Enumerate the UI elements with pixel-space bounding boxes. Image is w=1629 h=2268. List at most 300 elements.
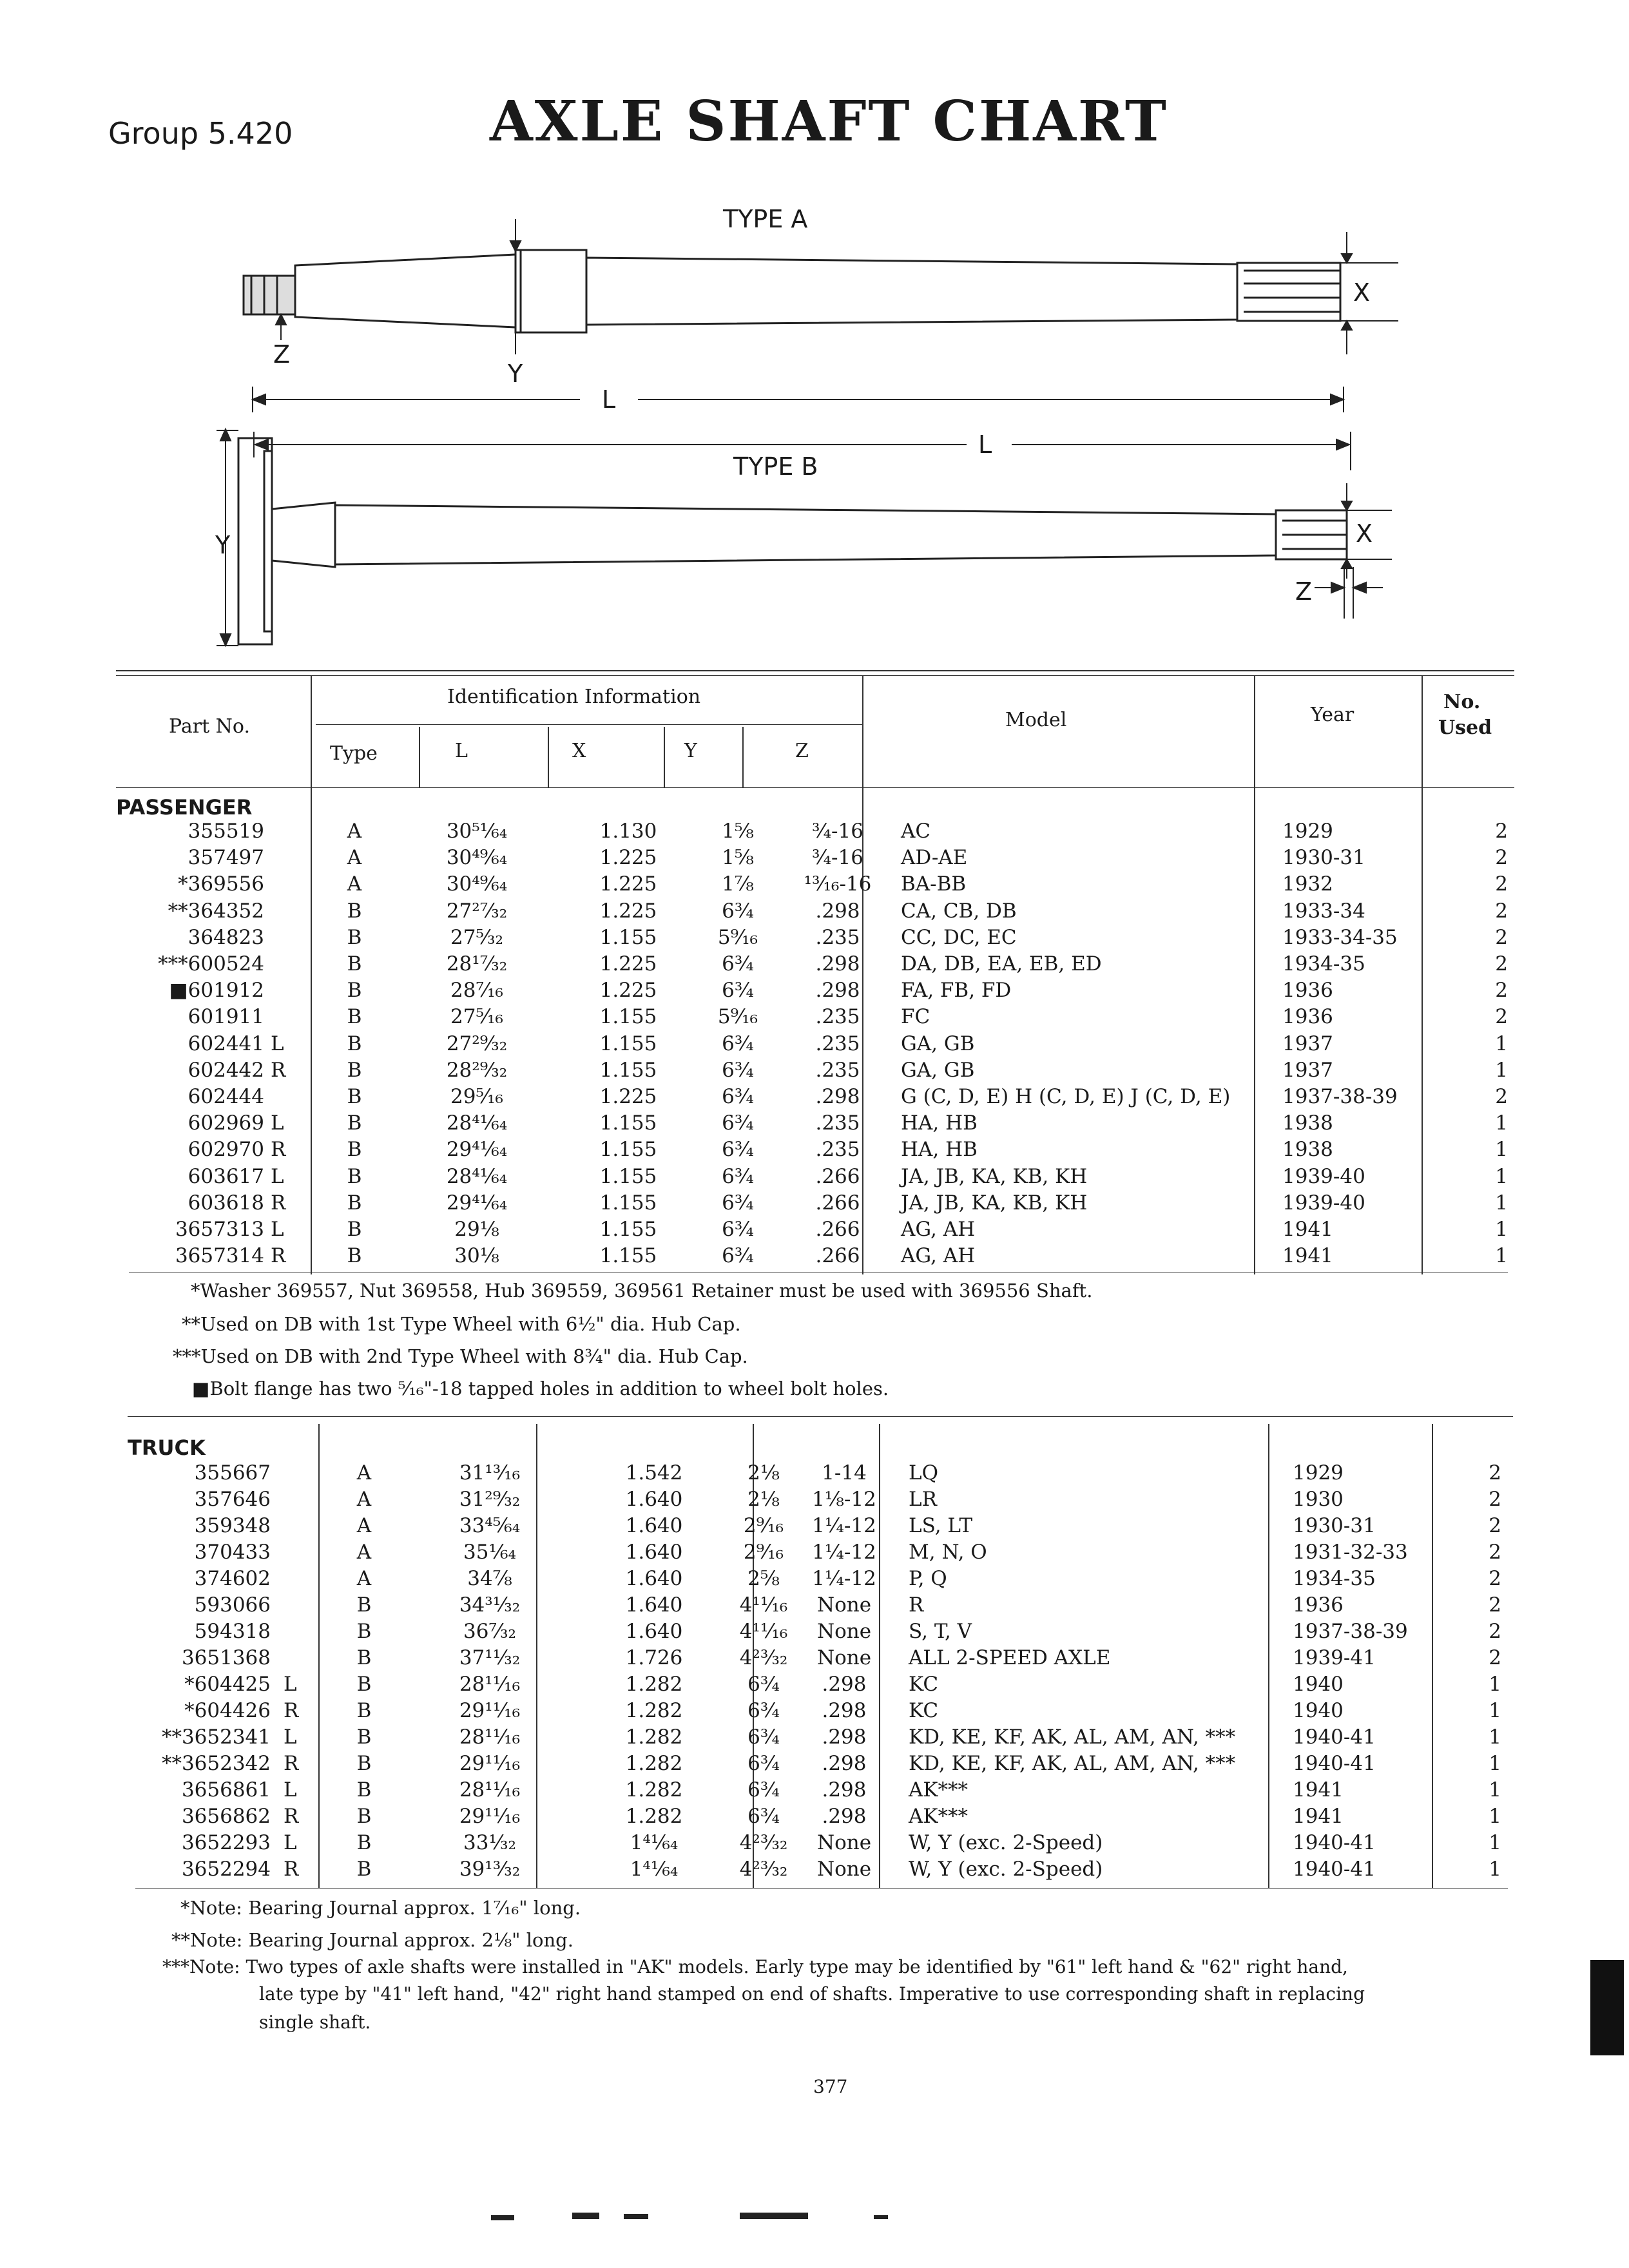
cell-used: 1 [1489, 1831, 1501, 1854]
cell-x: 1.640 [625, 1620, 683, 1643]
cell-l: 31²⁹⁄₃₂ [459, 1488, 521, 1511]
cell-used: 2 [1495, 925, 1508, 949]
page-edge-tab [1590, 1960, 1624, 2055]
cell-z: .298 [822, 1699, 867, 1722]
cell-y: 6¾ [722, 1244, 754, 1268]
cell-y: 6¾ [747, 1805, 780, 1828]
cell-year: 1940-41 [1293, 1752, 1376, 1775]
cell-model: KC [909, 1673, 939, 1696]
cell-side: L [271, 1218, 284, 1241]
cell-l: 34⅞ [467, 1567, 512, 1590]
cell-type: A [356, 1488, 372, 1511]
cell-y: 6¾ [747, 1725, 780, 1749]
cell-z: .298 [822, 1778, 867, 1802]
cell-year: 1930 [1293, 1488, 1344, 1511]
cell-x: 1.155 [599, 1032, 657, 1055]
cell-z: 1¼-12 [812, 1514, 876, 1537]
cell-y: 6¾ [747, 1699, 780, 1722]
cell-l: 27²⁹⁄₃₂ [446, 1032, 508, 1055]
dim-z-type-a: Z [273, 340, 291, 369]
cell-part: *604426 [184, 1699, 271, 1722]
cell-year: 1929 [1293, 1461, 1344, 1485]
cell-l: 29⁴¹⁄₆₄ [446, 1138, 508, 1162]
cell-model: JA, JB, KA, KB, KH [901, 1191, 1088, 1215]
cell-year: 1933-34-35 [1282, 925, 1398, 949]
cell-x: 1.155 [599, 1111, 657, 1135]
cell-l: 29¹¹⁄₁₆ [459, 1752, 521, 1775]
cell-l: 29⁵⁄₁₆ [450, 1085, 503, 1108]
cell-y: 4¹¹⁄₁₆ [739, 1593, 788, 1617]
table-row [129, 1805, 1521, 1831]
cell-used: 1 [1495, 1058, 1508, 1082]
cell-x: 1.282 [625, 1778, 683, 1802]
cell-used: 2 [1495, 952, 1508, 975]
cell-year: 1930-31 [1293, 1514, 1376, 1537]
cell-l: 28⁷⁄₁₆ [450, 979, 503, 1003]
cell-side: R [271, 1191, 286, 1215]
cell-model: AG, AH [901, 1244, 976, 1268]
table-row [129, 1646, 1521, 1673]
cell-z: .235 [815, 1032, 860, 1055]
cell-y: 6¾ [722, 1032, 754, 1055]
cell-part: 364823 [188, 925, 264, 949]
cell-x: 1.225 [599, 1085, 657, 1108]
cell-used: 1 [1489, 1699, 1501, 1722]
cell-x: 1.282 [625, 1752, 683, 1775]
cell-l: 33¹⁄₃₂ [463, 1831, 516, 1854]
cell-year: 1941 [1293, 1778, 1344, 1802]
cell-x: 1.155 [599, 1005, 657, 1029]
table-row [116, 1191, 1508, 1218]
cell-year: 1938 [1282, 1138, 1333, 1162]
cell-side: L [284, 1673, 297, 1696]
cell-z: ¹³⁄₁₆-16 [804, 872, 872, 896]
cell-x: 1.640 [625, 1488, 683, 1511]
passenger-note: ■Bolt flange has two ⁵⁄₁₆"-18 tapped holes in addition to wheel bolt holes. [192, 1378, 889, 1399]
cell-model: CC, DC, EC [901, 925, 1017, 949]
table-row [129, 1858, 1521, 1884]
cell-part: ■601912 [169, 979, 264, 1003]
cell-model: FC [901, 1005, 930, 1029]
cell-model: AK*** [909, 1805, 969, 1828]
cell-type: B [347, 1164, 362, 1188]
cell-x: 1.726 [625, 1646, 683, 1669]
cell-model: AK*** [909, 1778, 969, 1802]
cell-side: R [284, 1858, 299, 1881]
cell-part: 601911 [188, 1005, 264, 1029]
cell-used: 2 [1489, 1461, 1501, 1485]
cell-type: B [356, 1699, 372, 1722]
cell-y: 6¾ [747, 1752, 780, 1775]
cell-x: 1.225 [599, 899, 657, 923]
col-z: Z [795, 740, 809, 762]
cell-model: LQ [909, 1461, 939, 1485]
cell-model: G (C, D, E) H (C, D, E) J (C, D, E) [901, 1085, 1231, 1108]
cell-side: L [271, 1164, 284, 1188]
cell-x: 1.640 [625, 1541, 683, 1564]
cell-y: 2⁹⁄₁₆ [743, 1514, 784, 1537]
cell-part: **364352 [168, 899, 264, 923]
section-truck: TRUCK [128, 1436, 206, 1460]
cell-used: 2 [1495, 872, 1508, 896]
cell-used: 1 [1495, 1218, 1508, 1241]
table-row [116, 926, 1508, 952]
cell-x: 1.225 [599, 846, 657, 870]
cell-y: 6¾ [722, 952, 754, 975]
cell-x: 1.542 [625, 1461, 683, 1485]
cell-side: L [271, 1032, 284, 1055]
cell-l: 27⁵⁄₁₆ [450, 1005, 503, 1029]
bottom-marks [0, 2204, 1629, 2242]
cell-year: 1936 [1293, 1593, 1344, 1617]
cell-part: 603617 [188, 1164, 264, 1188]
table-row [116, 872, 1508, 899]
cell-l: 27⁵⁄₃₂ [450, 925, 503, 949]
table-row [129, 1673, 1521, 1699]
dim-z-type-b: Z [1295, 577, 1313, 606]
cell-x: 1.225 [599, 872, 657, 896]
cell-type: B [356, 1646, 372, 1669]
section-passenger: PASSENGER [116, 795, 253, 820]
cell-used: 2 [1495, 899, 1508, 923]
cell-used: 1 [1489, 1778, 1501, 1802]
cell-x: 1.130 [599, 820, 657, 843]
cell-x: 1.155 [599, 925, 657, 949]
cell-z: .298 [822, 1725, 867, 1749]
cell-l: 34³¹⁄₃₂ [459, 1593, 521, 1617]
cell-part: 3656861 [181, 1778, 271, 1802]
cell-model: M, N, O [909, 1541, 987, 1564]
table-row [129, 1541, 1521, 1567]
cell-y: 6¾ [747, 1778, 780, 1802]
cell-used: 1 [1489, 1858, 1501, 1881]
table-row [129, 1699, 1521, 1725]
cell-y: 4¹¹⁄₁₆ [739, 1620, 788, 1643]
cell-l: 30⁴⁹⁄₆₄ [446, 846, 508, 870]
table-row [129, 1831, 1521, 1858]
cell-year: 1937 [1282, 1058, 1333, 1082]
dim-y-type-b: Y [215, 531, 231, 559]
table-row [116, 1005, 1508, 1032]
cell-type: B [347, 979, 362, 1003]
cell-x: 1.282 [625, 1725, 683, 1749]
col-divider [419, 727, 420, 787]
cell-part: 603618 [188, 1191, 264, 1215]
table-row [116, 1085, 1508, 1111]
cell-l: 28¹¹⁄₁₆ [459, 1673, 521, 1696]
cell-y: 6¾ [722, 1111, 754, 1135]
col-divider [548, 727, 549, 787]
cell-y: 2⅛ [747, 1461, 780, 1485]
cell-model: DA, DB, EA, EB, ED [901, 952, 1102, 975]
cell-model: P, Q [909, 1567, 947, 1590]
truck-note: single shaft. [259, 2012, 371, 2033]
cell-type: A [347, 820, 362, 843]
cell-model: R [909, 1593, 924, 1617]
type-a-label: TYPE A [723, 205, 808, 233]
type-b-label: TYPE B [733, 452, 818, 481]
cell-y: 6¾ [722, 1218, 754, 1241]
cell-type: B [347, 1058, 362, 1082]
cell-type: B [347, 1085, 362, 1108]
cell-used: 1 [1489, 1752, 1501, 1775]
cell-type: B [356, 1673, 372, 1696]
cell-used: 1 [1489, 1805, 1501, 1828]
col-type: Type [330, 742, 378, 765]
cell-model: KC [909, 1699, 939, 1722]
cell-year: 1937-38-39 [1282, 1085, 1398, 1108]
table-top-rule [116, 670, 1514, 671]
cell-side: R [271, 1138, 286, 1162]
cell-y: 6¾ [722, 979, 754, 1003]
cell-x: 1.282 [625, 1673, 683, 1696]
dim-l-type-a: L [602, 385, 616, 414]
header-bottom-rule [116, 787, 1514, 788]
cell-side: L [284, 1725, 297, 1749]
col-model: Model [1005, 709, 1067, 731]
cell-z: .298 [815, 952, 860, 975]
cell-model: HA, HB [901, 1138, 978, 1162]
table-row [116, 952, 1508, 979]
cell-type: B [356, 1752, 372, 1775]
cell-type: B [347, 952, 362, 975]
cell-x: 1.155 [599, 1244, 657, 1268]
cell-l: 36⁷⁄₃₂ [463, 1620, 516, 1643]
cell-used: 2 [1489, 1514, 1501, 1537]
passenger-note: *Washer 369557, Nut 369558, Hub 369559, 369561 Retainer must be used with 369556 Shaft. [191, 1280, 1093, 1302]
cell-z: .298 [822, 1673, 867, 1696]
table-row [129, 1752, 1521, 1778]
col-l: L [455, 740, 468, 762]
cell-l: 30⁵¹⁄₆₄ [446, 820, 508, 843]
cell-model: KD, KE, KF, AK, AL, AM, AN, *** [909, 1725, 1236, 1749]
dim-x-type-b: X [1356, 519, 1373, 548]
col-id-info: Identification Information [447, 686, 701, 708]
cell-side: R [284, 1805, 299, 1828]
cell-used: 1 [1489, 1673, 1501, 1696]
cell-z: .235 [815, 1138, 860, 1162]
cell-part: 357646 [194, 1488, 271, 1511]
cell-model: KD, KE, KF, AK, AL, AM, AN, *** [909, 1752, 1236, 1775]
cell-y: 2⅛ [747, 1488, 780, 1511]
cell-part: *604425 [184, 1673, 271, 1696]
cell-side: R [284, 1699, 299, 1722]
table-row [116, 1244, 1508, 1271]
cell-part: 602969 [188, 1111, 264, 1135]
cell-z: .235 [815, 1005, 860, 1029]
cell-model: S, T, V [909, 1620, 972, 1643]
cell-l: 31¹³⁄₁₆ [459, 1461, 521, 1485]
truck-note: *Note: Bearing Journal approx. 1⁷⁄₁₆" long. [180, 1897, 581, 1919]
cell-part: 359348 [194, 1514, 271, 1537]
cell-year: 1939-40 [1282, 1164, 1365, 1188]
dim-x-type-a: X [1353, 278, 1371, 307]
table-row [129, 1778, 1521, 1805]
truck-note: late type by "41" left hand, "42" right hand stamped on end of shafts. Imperative to use corresponding shaft in replacing [259, 1983, 1365, 2004]
cell-used: 2 [1495, 846, 1508, 870]
cell-part: 3656862 [181, 1805, 271, 1828]
cell-l: 28²⁹⁄₃₂ [446, 1058, 508, 1082]
cell-z: None [816, 1593, 872, 1617]
table-row [129, 1461, 1521, 1488]
cell-y: 5⁹⁄₁₆ [717, 925, 758, 949]
cell-l: 37¹¹⁄₃₂ [459, 1646, 521, 1669]
cell-l: 30⁴⁹⁄₆₄ [446, 872, 508, 896]
cell-z: .298 [815, 899, 860, 923]
passenger-note: **Used on DB with 1st Type Wheel with 6½" dia. Hub Cap. [182, 1313, 741, 1335]
cell-used: 2 [1489, 1488, 1501, 1511]
cell-year: 1941 [1293, 1805, 1344, 1828]
cell-z: .235 [815, 925, 860, 949]
passenger-note: ***Used on DB with 2nd Type Wheel with 8¾" dia. Hub Cap. [173, 1345, 748, 1367]
cell-x: 1.155 [599, 1218, 657, 1241]
cell-used: 2 [1489, 1593, 1501, 1617]
cell-z: None [816, 1831, 872, 1854]
cell-model: CA, CB, DB [901, 899, 1017, 923]
cell-year: 1940 [1293, 1673, 1344, 1696]
axle-shaft-diagram [0, 193, 1629, 657]
cell-z: 1⅛-12 [812, 1488, 876, 1511]
cell-y: 6¾ [747, 1673, 780, 1696]
cell-x: 1.640 [625, 1593, 683, 1617]
cell-model: ALL 2-SPEED AXLE [909, 1646, 1111, 1669]
cell-y: 4²³⁄₃₂ [739, 1858, 788, 1881]
cell-z: .266 [815, 1164, 860, 1188]
cell-year: 1940-41 [1293, 1858, 1376, 1881]
cell-model: LR [909, 1488, 937, 1511]
cell-used: 1 [1495, 1138, 1508, 1162]
cell-type: B [356, 1805, 372, 1828]
cell-y: 6¾ [722, 1085, 754, 1108]
cell-used: 1 [1495, 1032, 1508, 1055]
cell-z: .298 [822, 1805, 867, 1828]
cell-z: ¾-16 [812, 820, 863, 843]
cell-part: **3652342 [161, 1752, 271, 1775]
col-y: Y [684, 740, 697, 762]
cell-year: 1939-41 [1293, 1646, 1376, 1669]
col-year: Year [1311, 704, 1354, 726]
cell-y: 6¾ [722, 1164, 754, 1188]
col-divider [742, 727, 744, 787]
cell-x: 1.282 [625, 1699, 683, 1722]
cell-l: 39¹³⁄₃₂ [459, 1858, 521, 1881]
dim-l-type-b: L [978, 430, 992, 459]
cell-type: B [347, 1111, 362, 1135]
cell-type: B [356, 1593, 372, 1617]
cell-used: 2 [1489, 1541, 1501, 1564]
cell-side: R [271, 1058, 286, 1082]
cell-model: W, Y (exc. 2-Speed) [909, 1858, 1103, 1881]
cell-x: 1.155 [599, 1191, 657, 1215]
cell-type: A [347, 846, 362, 870]
cell-year: 1934-35 [1282, 952, 1365, 975]
cell-year: 1941 [1282, 1218, 1333, 1241]
table-row [116, 1218, 1508, 1244]
cell-year: 1938 [1282, 1111, 1333, 1135]
cell-side: L [284, 1831, 297, 1854]
table-row [116, 1165, 1508, 1191]
cell-z: .266 [815, 1244, 860, 1268]
table-top-rule-2 [116, 675, 1514, 676]
cell-year: 1937-38-39 [1293, 1620, 1408, 1643]
cell-y: 4²³⁄₃₂ [739, 1831, 788, 1854]
cell-y: 1⅝ [722, 846, 754, 870]
cell-l: 29¹¹⁄₁₆ [459, 1699, 521, 1722]
cell-y: 6¾ [722, 1138, 754, 1162]
cell-part: 3652293 [181, 1831, 271, 1854]
cell-l: 35¹⁄₆₄ [463, 1541, 516, 1564]
cell-model: GA, GB [901, 1058, 975, 1082]
cell-l: 28⁴¹⁄₆₄ [446, 1164, 508, 1188]
cell-model: AD-AE [901, 846, 968, 870]
table-row [116, 1138, 1508, 1164]
cell-x: 1.155 [599, 1138, 657, 1162]
cell-y: 1⅞ [722, 872, 754, 896]
cell-type: B [356, 1778, 372, 1802]
cell-y: 2⅝ [747, 1567, 780, 1590]
cell-part: 3651368 [181, 1646, 271, 1669]
table-row [116, 979, 1508, 1005]
cell-type: B [347, 1032, 362, 1055]
cell-part: 593066 [194, 1593, 271, 1617]
cell-year: 1934-35 [1293, 1567, 1376, 1590]
cell-y: 4²³⁄₃₂ [739, 1646, 788, 1669]
cell-part: 602442 [188, 1058, 264, 1082]
cell-type: B [347, 925, 362, 949]
cell-x: 1.155 [599, 1164, 657, 1188]
cell-year: 1936 [1282, 979, 1333, 1003]
cell-side: L [271, 1111, 284, 1135]
cell-z: .298 [815, 1085, 860, 1108]
cell-l: 29⅛ [454, 1218, 499, 1241]
cell-type: A [356, 1541, 372, 1564]
cell-x: 1.225 [599, 952, 657, 975]
truck-top-rule [128, 1416, 1513, 1417]
cell-l: 29¹¹⁄₁₆ [459, 1805, 521, 1828]
cell-y: 6¾ [722, 899, 754, 923]
cell-z: .235 [815, 1058, 860, 1082]
cell-l: 33⁴⁵⁄₆₄ [459, 1514, 521, 1537]
col-used: Used [1438, 716, 1492, 739]
col-divider [664, 727, 665, 787]
cell-l: 27²⁷⁄₃₂ [446, 899, 508, 923]
id-info-rule [316, 724, 863, 725]
cell-year: 1931-32-33 [1293, 1541, 1408, 1564]
cell-side: R [271, 1244, 286, 1268]
table-row [116, 820, 1508, 846]
cell-z: None [816, 1858, 872, 1881]
dim-y-type-a: Y [508, 360, 523, 388]
cell-model: FA, FB, FD [901, 979, 1012, 1003]
cell-z: 1¼-12 [812, 1541, 876, 1564]
cell-z: .298 [822, 1752, 867, 1775]
cell-used: 1 [1495, 1111, 1508, 1135]
group-number: Group 5.420 [108, 116, 293, 151]
cell-l: 29⁴¹⁄₆₄ [446, 1191, 508, 1215]
cell-type: A [347, 872, 362, 896]
cell-part: 3652294 [181, 1858, 271, 1881]
cell-z: 1¼-12 [812, 1567, 876, 1590]
cell-part: 3657314 [175, 1244, 264, 1268]
cell-l: 28¹⁷⁄₃₂ [446, 952, 508, 975]
cell-y: 6¾ [722, 1058, 754, 1082]
type-a-dimensions [253, 219, 1398, 412]
cell-l: 28¹¹⁄₁₆ [459, 1778, 521, 1802]
cell-z: .235 [815, 1111, 860, 1135]
cell-model: BA-BB [901, 872, 967, 896]
cell-x: 1⁴¹⁄₆₄ [630, 1831, 679, 1854]
table-row [129, 1514, 1521, 1541]
